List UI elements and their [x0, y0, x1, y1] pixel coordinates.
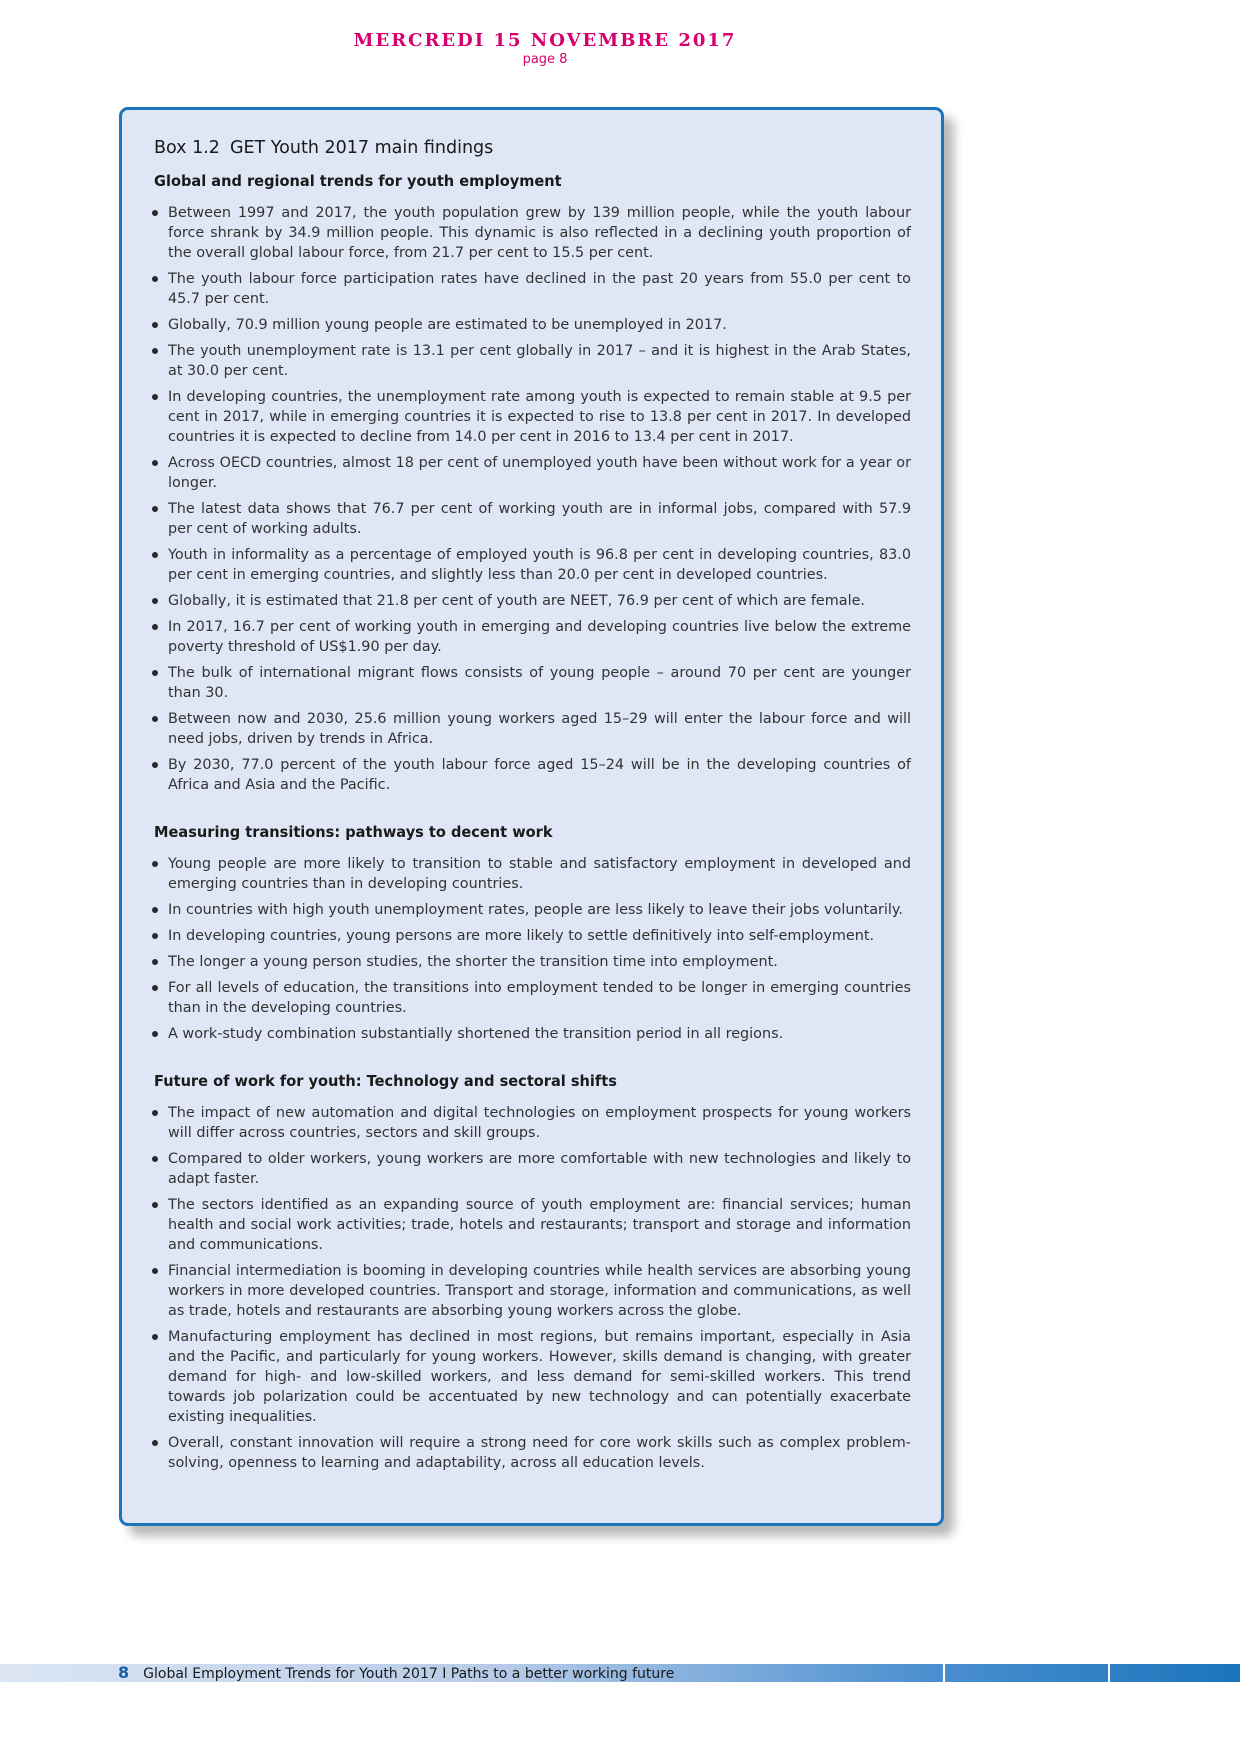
list-item [152, 926, 911, 946]
list-item-text: By 2030, 77.0 percent of the youth labour force aged 15–24 will be in the developing countries of Africa and Asia and the Pacific. [168, 757, 911, 793]
box-title-text: GET Youth 2017 main findings [229, 138, 494, 158]
bullet-icon [152, 861, 158, 867]
list-item-text: Youth in informality as a percentage of employed youth is 96.8 per cent in developing countries, 83.0 per cent in emerging countries, and slightly less than 20.0 per cent in developed countries. [168, 547, 911, 583]
list-item [152, 1195, 911, 1255]
list-item-text: Financial intermediation is booming in developing countries while health services are absorbing young workers in more developed countries. Transport and storage, information and communications, as well as trade, hotels and restaurants are absorbing young workers across the globe. [168, 1263, 911, 1319]
bullet-list [152, 854, 911, 1044]
list-item [152, 1433, 911, 1473]
list-item [152, 1327, 911, 1427]
section-future-of-work [152, 1072, 911, 1473]
section-global-trends [152, 172, 911, 795]
list-item-text: Manufacturing employment has declined in most regions, but remains important, especially in Asia and the Pacific, and particularly for young workers. However, skills demand is changing, with greater demand for high- and low-skilled workers, and less demand for semi-skilled workers. This trend towards job polarization could be accentuated by new technology and can potentially exacerbate existing inequalities. [168, 1329, 911, 1425]
masthead-date: MERCREDI 15 NOVEMBRE 2017 [353, 30, 737, 51]
list-item-text: The longer a young person studies, the shorter the transition time into employment. [168, 954, 778, 970]
list-item-text: Overall, constant innovation will require a strong need for core work skills such as complex problem-solving, openness to learning and adaptability, across all education levels. [168, 1435, 911, 1471]
list-item [152, 269, 911, 309]
list-item [152, 952, 911, 972]
bullet-icon [152, 907, 158, 913]
bullet-icon [152, 624, 158, 630]
masthead-page: page 8 [522, 52, 568, 67]
findings-box [119, 107, 944, 1526]
bullet-icon [152, 1156, 158, 1162]
bullet-icon [152, 959, 158, 965]
list-item [152, 453, 911, 493]
footer-page-number: 8 [118, 1663, 130, 1682]
bullet-icon [152, 506, 158, 512]
list-item [152, 1103, 911, 1143]
section-measuring-transitions [152, 823, 911, 1044]
list-item-text: Young people are more likely to transition to stable and satisfactory employment in developed and emerging countries than in developing countries. [168, 856, 911, 892]
list-item-text: In 2017, 16.7 per cent of working youth in emerging and developing countries live below the extreme poverty threshold of US$1.90 per day. [168, 619, 911, 655]
list-item-text: Compared to older workers, young workers are more comfortable with new technologies and likely to adapt faster. [168, 1151, 911, 1187]
list-item [152, 545, 911, 585]
list-item-text: Between now and 2030, 25.6 million young workers aged 15–29 will enter the labour force and will need jobs, driven by trends in Africa. [168, 711, 911, 747]
bullet-icon [152, 348, 158, 354]
footer-divider [1108, 1664, 1110, 1682]
bullet-icon [152, 552, 158, 558]
section-heading: Measuring transitions: pathways to decent work [154, 823, 553, 841]
list-item [152, 978, 911, 1018]
list-item [152, 315, 911, 335]
list-item-text: The bulk of international migrant flows consists of young people – around 70 per cent are younger than 30. [168, 665, 911, 701]
section-heading: Global and regional trends for youth employment [154, 172, 562, 190]
bullet-icon [152, 670, 158, 676]
list-item [152, 900, 911, 920]
list-item-text: In countries with high youth unemployment rates, people are less likely to leave their jobs voluntarily. [168, 902, 903, 918]
bullet-icon [152, 1110, 158, 1116]
masthead [0, 30, 1090, 67]
list-item-text: In developing countries, young persons are more likely to settle definitively into self-employment. [168, 928, 875, 944]
bullet-icon [152, 1334, 158, 1340]
bullet-icon [152, 1202, 158, 1208]
bullet-icon [152, 933, 158, 939]
bullet-icon [152, 394, 158, 400]
list-item-text: A work-study combination substantially shortened the transition period in all regions. [168, 1026, 784, 1042]
box-title [154, 138, 911, 158]
list-item-text: Between 1997 and 2017, the youth population grew by 139 million people, while the youth labour force shrank by 34.9 million people. This dynamic is also reflected in a declining youth proportion of the overall global labour force, from 21.7 per cent to 15.5 per cent. [168, 205, 911, 261]
list-item [152, 854, 911, 894]
list-item-text: Across OECD countries, almost 18 per cent of unemployed youth have been without work for a year or longer. [168, 455, 911, 491]
list-item [152, 341, 911, 381]
bullet-icon [152, 985, 158, 991]
bullet-icon [152, 598, 158, 604]
list-item-text: The impact of new automation and digital technologies on employment prospects for young workers will differ across countries, sectors and skill groups. [168, 1105, 911, 1141]
bullet-icon [152, 276, 158, 282]
list-item-text: The youth unemployment rate is 13.1 per cent globally in 2017 – and it is highest in the Arab States, at 30.0 per cent. [168, 343, 911, 379]
list-item [152, 709, 911, 749]
list-item-text: In developing countries, the unemployment rate among youth is expected to remain stable at 9.5 per cent in 2017, while in emerging countries it is expected to rise to 13.8 per cent in 2017. In developed countries it is expected to decline from 14.0 per cent in 2016 to 13.4 per cent in 2017. [168, 389, 911, 445]
list-item [152, 1149, 911, 1189]
bullet-icon [152, 1440, 158, 1446]
footer-title: Global Employment Trends for Youth 2017 I Paths to a better working future [143, 1666, 675, 1682]
bullet-icon [152, 210, 158, 216]
list-item-text: For all levels of education, the transitions into employment tended to be longer in emerging countries than in the developing countries. [168, 980, 911, 1016]
list-item-text: Globally, it is estimated that 21.8 per cent of youth are NEET, 76.9 per cent of which are female. [168, 593, 866, 609]
list-item [152, 1261, 911, 1321]
bullet-icon [152, 1268, 158, 1274]
list-item-text: Globally, 70.9 million young people are estimated to be unemployed in 2017. [168, 317, 727, 333]
bullet-list [152, 203, 911, 795]
bullet-icon [152, 460, 158, 466]
list-item [152, 1024, 911, 1044]
bullet-icon [152, 716, 158, 722]
list-item-text: The sectors identified as an expanding source of youth employment are: financial services; human health and social work activities; trade, hotels and restaurants; transport and storage and information and communications. [168, 1197, 911, 1253]
bullet-icon [152, 762, 158, 768]
bullet-icon [152, 1031, 158, 1037]
list-item-text: The youth labour force participation rates have declined in the past 20 years from 55.0 per cent to 45.7 per cent. [168, 271, 911, 307]
list-item [152, 663, 911, 703]
list-item [152, 591, 911, 611]
list-item [152, 499, 911, 539]
box-number: Box 1.2 [154, 138, 220, 158]
list-item [152, 203, 911, 263]
list-item [152, 387, 911, 447]
bullet-icon [152, 322, 158, 328]
list-item-text: The latest data shows that 76.7 per cent of working youth are in informal jobs, compared with 57.9 per cent of working adults. [168, 501, 911, 537]
section-heading: Future of work for youth: Technology and sectoral shifts [154, 1072, 617, 1090]
list-item [152, 755, 911, 795]
footer [118, 1663, 674, 1682]
list-item [152, 617, 911, 657]
bullet-list [152, 1103, 911, 1473]
footer-divider [943, 1664, 945, 1682]
